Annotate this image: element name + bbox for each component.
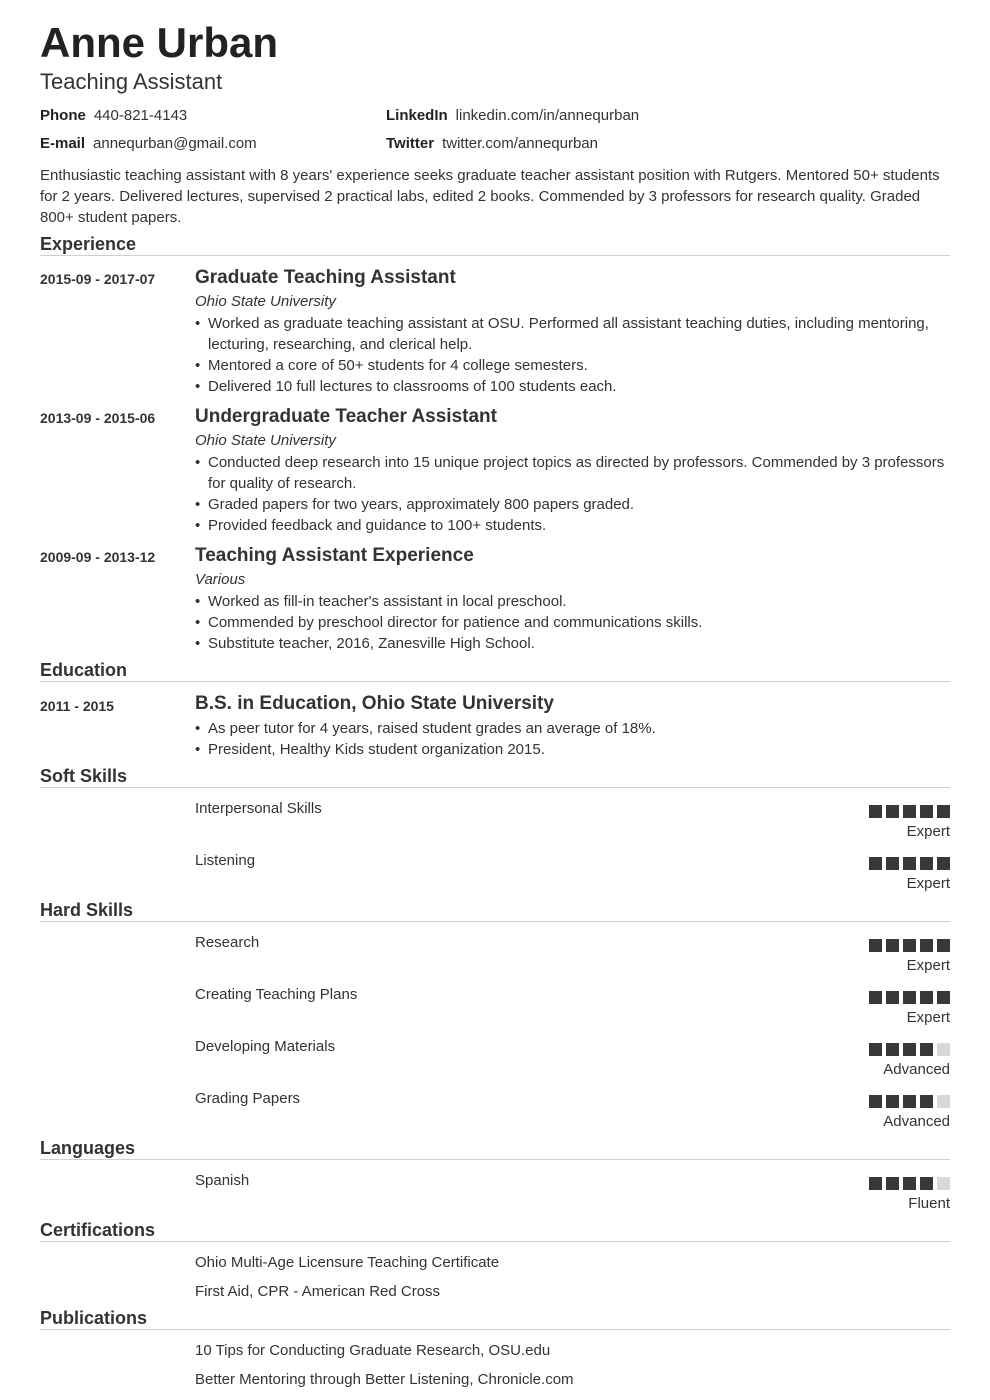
publication-item: 10 Tips for Conducting Graduate Research, OSU.edu bbox=[195, 1342, 551, 1359]
job-title: Teaching Assistant Experience bbox=[195, 545, 474, 566]
skill-name: Research bbox=[195, 934, 260, 951]
education-dates: 2011 - 2015 bbox=[40, 698, 114, 714]
job-bullets bbox=[195, 452, 950, 536]
rating-square-filled bbox=[937, 991, 950, 1004]
skill-name: Grading Papers bbox=[195, 1090, 301, 1107]
rating-square-filled bbox=[920, 1095, 933, 1108]
experience-divider bbox=[40, 255, 950, 256]
rating-square-filled bbox=[920, 1043, 933, 1056]
rating-square-filled bbox=[886, 1177, 899, 1190]
bullet-item: • Commended by preschool director for patience and communications skills. bbox=[195, 612, 950, 633]
rating-square-filled bbox=[869, 1177, 882, 1190]
rating-square-filled bbox=[869, 1095, 882, 1108]
skill-name: Interpersonal Skills bbox=[195, 800, 322, 817]
rating-square-filled bbox=[869, 991, 882, 1004]
job-dates: 2009-09 - 2013-12 bbox=[40, 549, 156, 565]
skill-level: Expert bbox=[906, 957, 950, 974]
rating-square-filled bbox=[886, 857, 899, 870]
rating-square-empty bbox=[937, 1043, 950, 1056]
candidate-name: Anne Urban bbox=[40, 19, 279, 66]
hard-skills-divider bbox=[40, 921, 950, 922]
skill-name: Creating Teaching Plans bbox=[195, 986, 358, 1003]
education-heading: Education bbox=[40, 660, 128, 680]
skill-rating bbox=[869, 939, 950, 952]
job-title: Undergraduate Teacher Assistant bbox=[195, 406, 497, 427]
skill-rating bbox=[869, 1095, 950, 1108]
rating-square-filled bbox=[869, 1043, 882, 1056]
linkedin-label: LinkedIn bbox=[386, 107, 448, 124]
job-organization: Various bbox=[195, 571, 246, 588]
skill-rating bbox=[869, 991, 950, 1004]
phone-label: Phone bbox=[40, 107, 86, 124]
job-bullets bbox=[195, 591, 950, 654]
bullet-item: • Worked as fill-in teacher's assistant in local preschool. bbox=[195, 591, 950, 612]
contact-linkedin bbox=[386, 106, 639, 126]
twitter-label: Twitter bbox=[386, 135, 435, 152]
bullet-item: • Worked as graduate teaching assistant at OSU. Performed all assistant teaching duties, including mentoring, lecturing, researching, and clerical help. bbox=[195, 313, 950, 355]
certifications-divider bbox=[40, 1241, 950, 1242]
job-dates: 2015-09 - 2017-07 bbox=[40, 271, 156, 287]
email-label: E-mail bbox=[40, 135, 86, 152]
skill-rating bbox=[869, 1043, 950, 1056]
rating-square-filled bbox=[886, 991, 899, 1004]
job-dates: 2013-09 - 2015-06 bbox=[40, 410, 156, 426]
skill-rating bbox=[869, 805, 950, 818]
language-rating bbox=[869, 1177, 950, 1190]
language-name: Spanish bbox=[195, 1172, 250, 1189]
skill-level: Advanced bbox=[883, 1113, 950, 1130]
publications-divider bbox=[40, 1329, 950, 1330]
soft-skills-heading: Soft Skills bbox=[40, 766, 128, 786]
education-degree: B.S. in Education, Ohio State University bbox=[195, 693, 554, 714]
certification-item: Ohio Multi-Age Licensure Teaching Certificate bbox=[195, 1254, 500, 1271]
rating-square-filled bbox=[869, 805, 882, 818]
email-value[interactable]: annequrban@gmail.com bbox=[93, 135, 257, 152]
phone-value: 440-821-4143 bbox=[93, 107, 188, 124]
language-level: Fluent bbox=[908, 1195, 950, 1212]
rating-square-filled bbox=[886, 1095, 899, 1108]
contact-email bbox=[40, 134, 257, 154]
rating-square-filled bbox=[886, 805, 899, 818]
bullet-item: • Delivered 10 full lectures to classrooms of 100 students each. bbox=[195, 376, 950, 397]
education-bullets bbox=[195, 718, 950, 760]
languages-heading: Languages bbox=[40, 1138, 136, 1158]
certification-item: First Aid, CPR - American Red Cross bbox=[195, 1283, 441, 1300]
education-divider bbox=[40, 681, 950, 682]
rating-square-empty bbox=[937, 1177, 950, 1190]
skill-level: Expert bbox=[906, 875, 950, 892]
job-organization: Ohio State University bbox=[195, 432, 336, 449]
skill-name: Listening bbox=[195, 852, 256, 869]
linkedin-value[interactable]: linkedin.com/in/annequrban bbox=[455, 107, 640, 124]
skill-level: Advanced bbox=[883, 1061, 950, 1078]
bullet-item: • Mentored a core of 50+ students for 4 college semesters. bbox=[195, 355, 950, 376]
summary-paragraph: Enthusiastic teaching assistant with 8 years' experience seeks graduate teacher assistant position with Rutgers. Mentored 50+ students for 2 years. Delivered lectures, supervised 2 practical labs, edited 2 books. Commended by 3 professors for research quality. Graded 800+ student papers. bbox=[40, 167, 940, 226]
rating-square-filled bbox=[903, 1043, 916, 1056]
publications-heading: Publications bbox=[40, 1308, 148, 1328]
rating-square-filled bbox=[886, 1043, 899, 1056]
job-organization: Ohio State University bbox=[195, 293, 336, 310]
bullet-item: • Graded papers for two years, approximately 800 papers graded. bbox=[195, 494, 950, 515]
rating-square-filled bbox=[937, 805, 950, 818]
skill-name: Developing Materials bbox=[195, 1038, 336, 1055]
soft-skills-divider bbox=[40, 787, 950, 788]
rating-square-filled bbox=[920, 805, 933, 818]
rating-square-filled bbox=[920, 991, 933, 1004]
bullet-item: • As peer tutor for 4 years, raised student grades an average of 18%. bbox=[195, 718, 950, 739]
skill-level: Expert bbox=[906, 1009, 950, 1026]
languages-divider bbox=[40, 1159, 950, 1160]
rating-square-filled bbox=[903, 939, 916, 952]
hard-skills-heading: Hard Skills bbox=[40, 900, 134, 920]
rating-square-filled bbox=[869, 939, 882, 952]
twitter-value[interactable]: twitter.com/annequrban bbox=[442, 135, 598, 152]
bullet-item: • Conducted deep research into 15 unique project topics as directed by professors. Commended by 3 professors for quality of research. bbox=[195, 452, 950, 494]
certifications-heading: Certifications bbox=[40, 1220, 156, 1240]
rating-square-filled bbox=[903, 805, 916, 818]
rating-square-filled bbox=[903, 1177, 916, 1190]
rating-square-filled bbox=[869, 857, 882, 870]
contact-twitter bbox=[386, 134, 598, 154]
rating-square-filled bbox=[937, 857, 950, 870]
rating-square-filled bbox=[903, 991, 916, 1004]
bullet-item: • President, Healthy Kids student organization 2015. bbox=[195, 739, 950, 760]
rating-square-empty bbox=[937, 1095, 950, 1108]
rating-square-filled bbox=[920, 939, 933, 952]
bullet-item: • Provided feedback and guidance to 100+ students. bbox=[195, 515, 950, 536]
skill-level: Expert bbox=[906, 823, 950, 840]
rating-square-filled bbox=[903, 1095, 916, 1108]
publication-item: Better Mentoring through Better Listening, Chronicle.com bbox=[195, 1371, 574, 1388]
rating-square-filled bbox=[920, 1177, 933, 1190]
bullet-item: • Substitute teacher, 2016, Zanesville High School. bbox=[195, 633, 950, 654]
job-bullets bbox=[195, 313, 950, 397]
rating-square-filled bbox=[886, 939, 899, 952]
skill-rating bbox=[869, 857, 950, 870]
rating-square-filled bbox=[920, 857, 933, 870]
rating-square-filled bbox=[903, 857, 916, 870]
contact-phone bbox=[40, 106, 187, 126]
rating-square-filled bbox=[937, 939, 950, 952]
job-title-header: Teaching Assistant bbox=[40, 69, 223, 94]
experience-heading: Experience bbox=[40, 234, 137, 254]
job-title: Graduate Teaching Assistant bbox=[195, 267, 456, 288]
